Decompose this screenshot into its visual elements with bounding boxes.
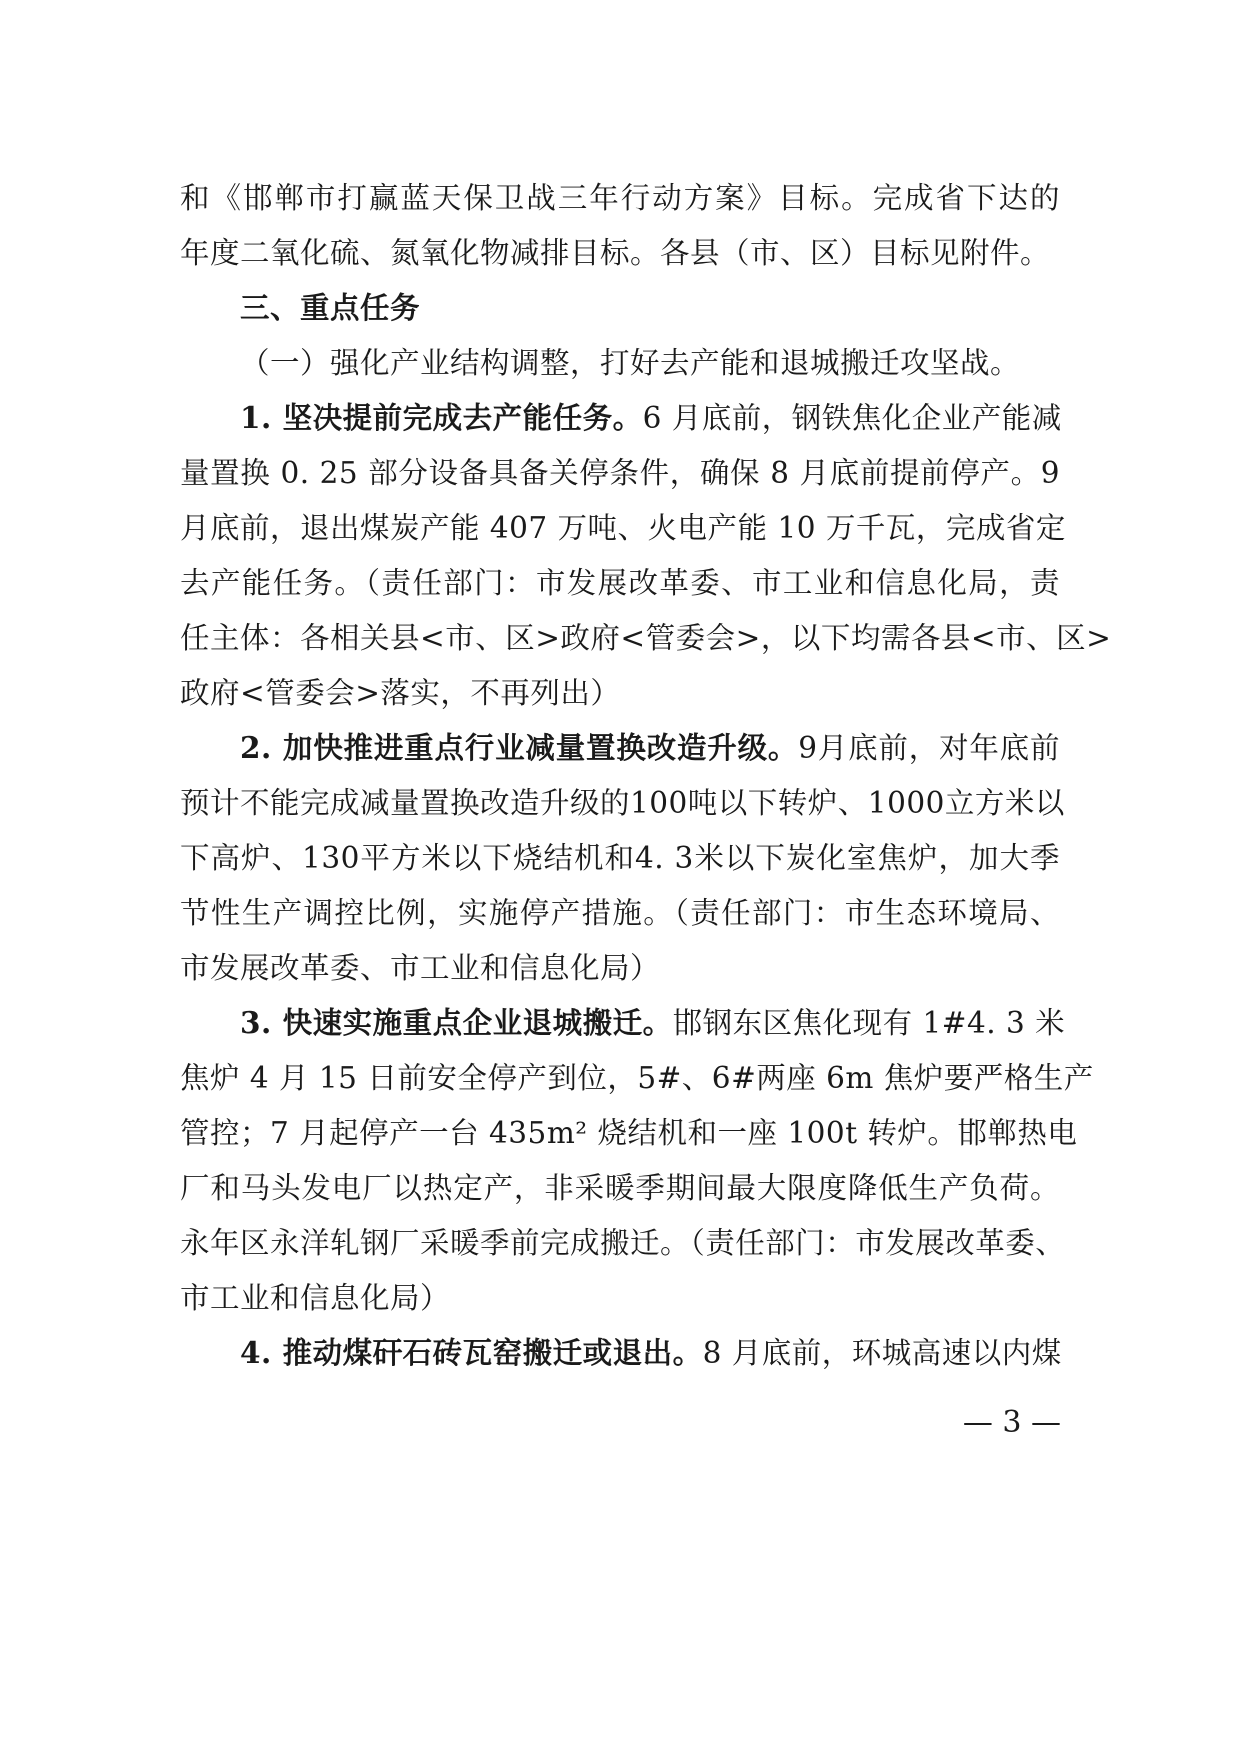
body-line: 预计不能完成减量置换改造升级的100吨以下转炉、1000立方米以 [180,786,1065,820]
body-line: 和《邯郸市打赢蓝天保卫战三年行动方案》目标。完成省下达的 [180,181,1060,215]
body-line: 市工业和信息化局） [180,1281,451,1315]
page-number: — 3 — [962,1405,1061,1440]
item-3-first-line [240,1003,1066,1043]
body-line: 月底前，退出煤炭产能 407 万吨、火电产能 10 万千瓦，完成省定 [180,511,1066,545]
body-line: 市发展改革委、市工业和信息化局） [180,951,661,985]
body-line: 管控；7 月起停产一台 435m² 烧结机和一座 100t 转炉。邯郸热电 [180,1116,1078,1150]
body-line: 焦炉 4 月 15 日前安全停产到位，5#、6#两座 6m 焦炉要严格生产 [180,1061,1094,1095]
subsection-title: （一）强化产业结构调整，打好去产能和退城搬迁攻坚战。 [240,346,1021,380]
item-1-rest: 6 月底前，钢铁焦化企业产能减 [642,401,1062,435]
item-2-first-line [240,728,1060,768]
item-3-lead: 3. 快速实施重点企业退城搬迁。 [240,1005,673,1040]
body-line: 厂和马头发电厂以热定产，非采暖季期间最大限度降低生产负荷。 [180,1171,1060,1205]
item-1-first-line [240,398,1060,438]
item-4-first-line [240,1333,1060,1373]
body-line: 政府<管委会>落实，不再列出） [180,676,621,710]
item-4-lead: 4. 推动煤矸石砖瓦窑搬迁或退出。 [240,1335,703,1370]
body-line: 年度二氧化硫、氮氧化物减排目标。各县（市、区）目标见附件。 [180,236,1051,270]
item-3-rest: 邯钢东区焦化现有 1#4. 3 米 [672,1006,1066,1040]
item-2-lead: 2. 加快推进重点行业减量置换改造升级。 [240,730,799,765]
item-1-lead: 1. 坚决提前完成去产能任务。 [240,400,643,435]
item-4-rest: 8 月底前，环城高速以内煤 [702,1336,1062,1370]
body-line: 下高炉、130平方米以下烧结机和4. 3米以下炭化室焦炉，加大季 [180,841,1060,875]
body-line: 去产能任务。（责任部门：市发展改革委、市工业和信息化局，责 [180,566,1060,600]
item-2-rest: 9月底前，对年底前 [798,731,1060,765]
body-line: 永年区永洋轧钢厂采暖季前完成搬迁。（责任部门：市发展改革委、 [180,1226,1066,1260]
body-line: 节性生产调控比例，实施停产措施。（责任部门：市生态环境局、 [180,896,1060,930]
body-line: 任主体：各相关县<市、区>政府<管委会>，以下均需各县<市、区> [180,621,1112,655]
body-line: 量置换 0. 25 部分设备具备关停条件，确保 8 月底前提前停产。9 [180,456,1060,490]
section-title: 三、重点任务 [240,290,421,325]
